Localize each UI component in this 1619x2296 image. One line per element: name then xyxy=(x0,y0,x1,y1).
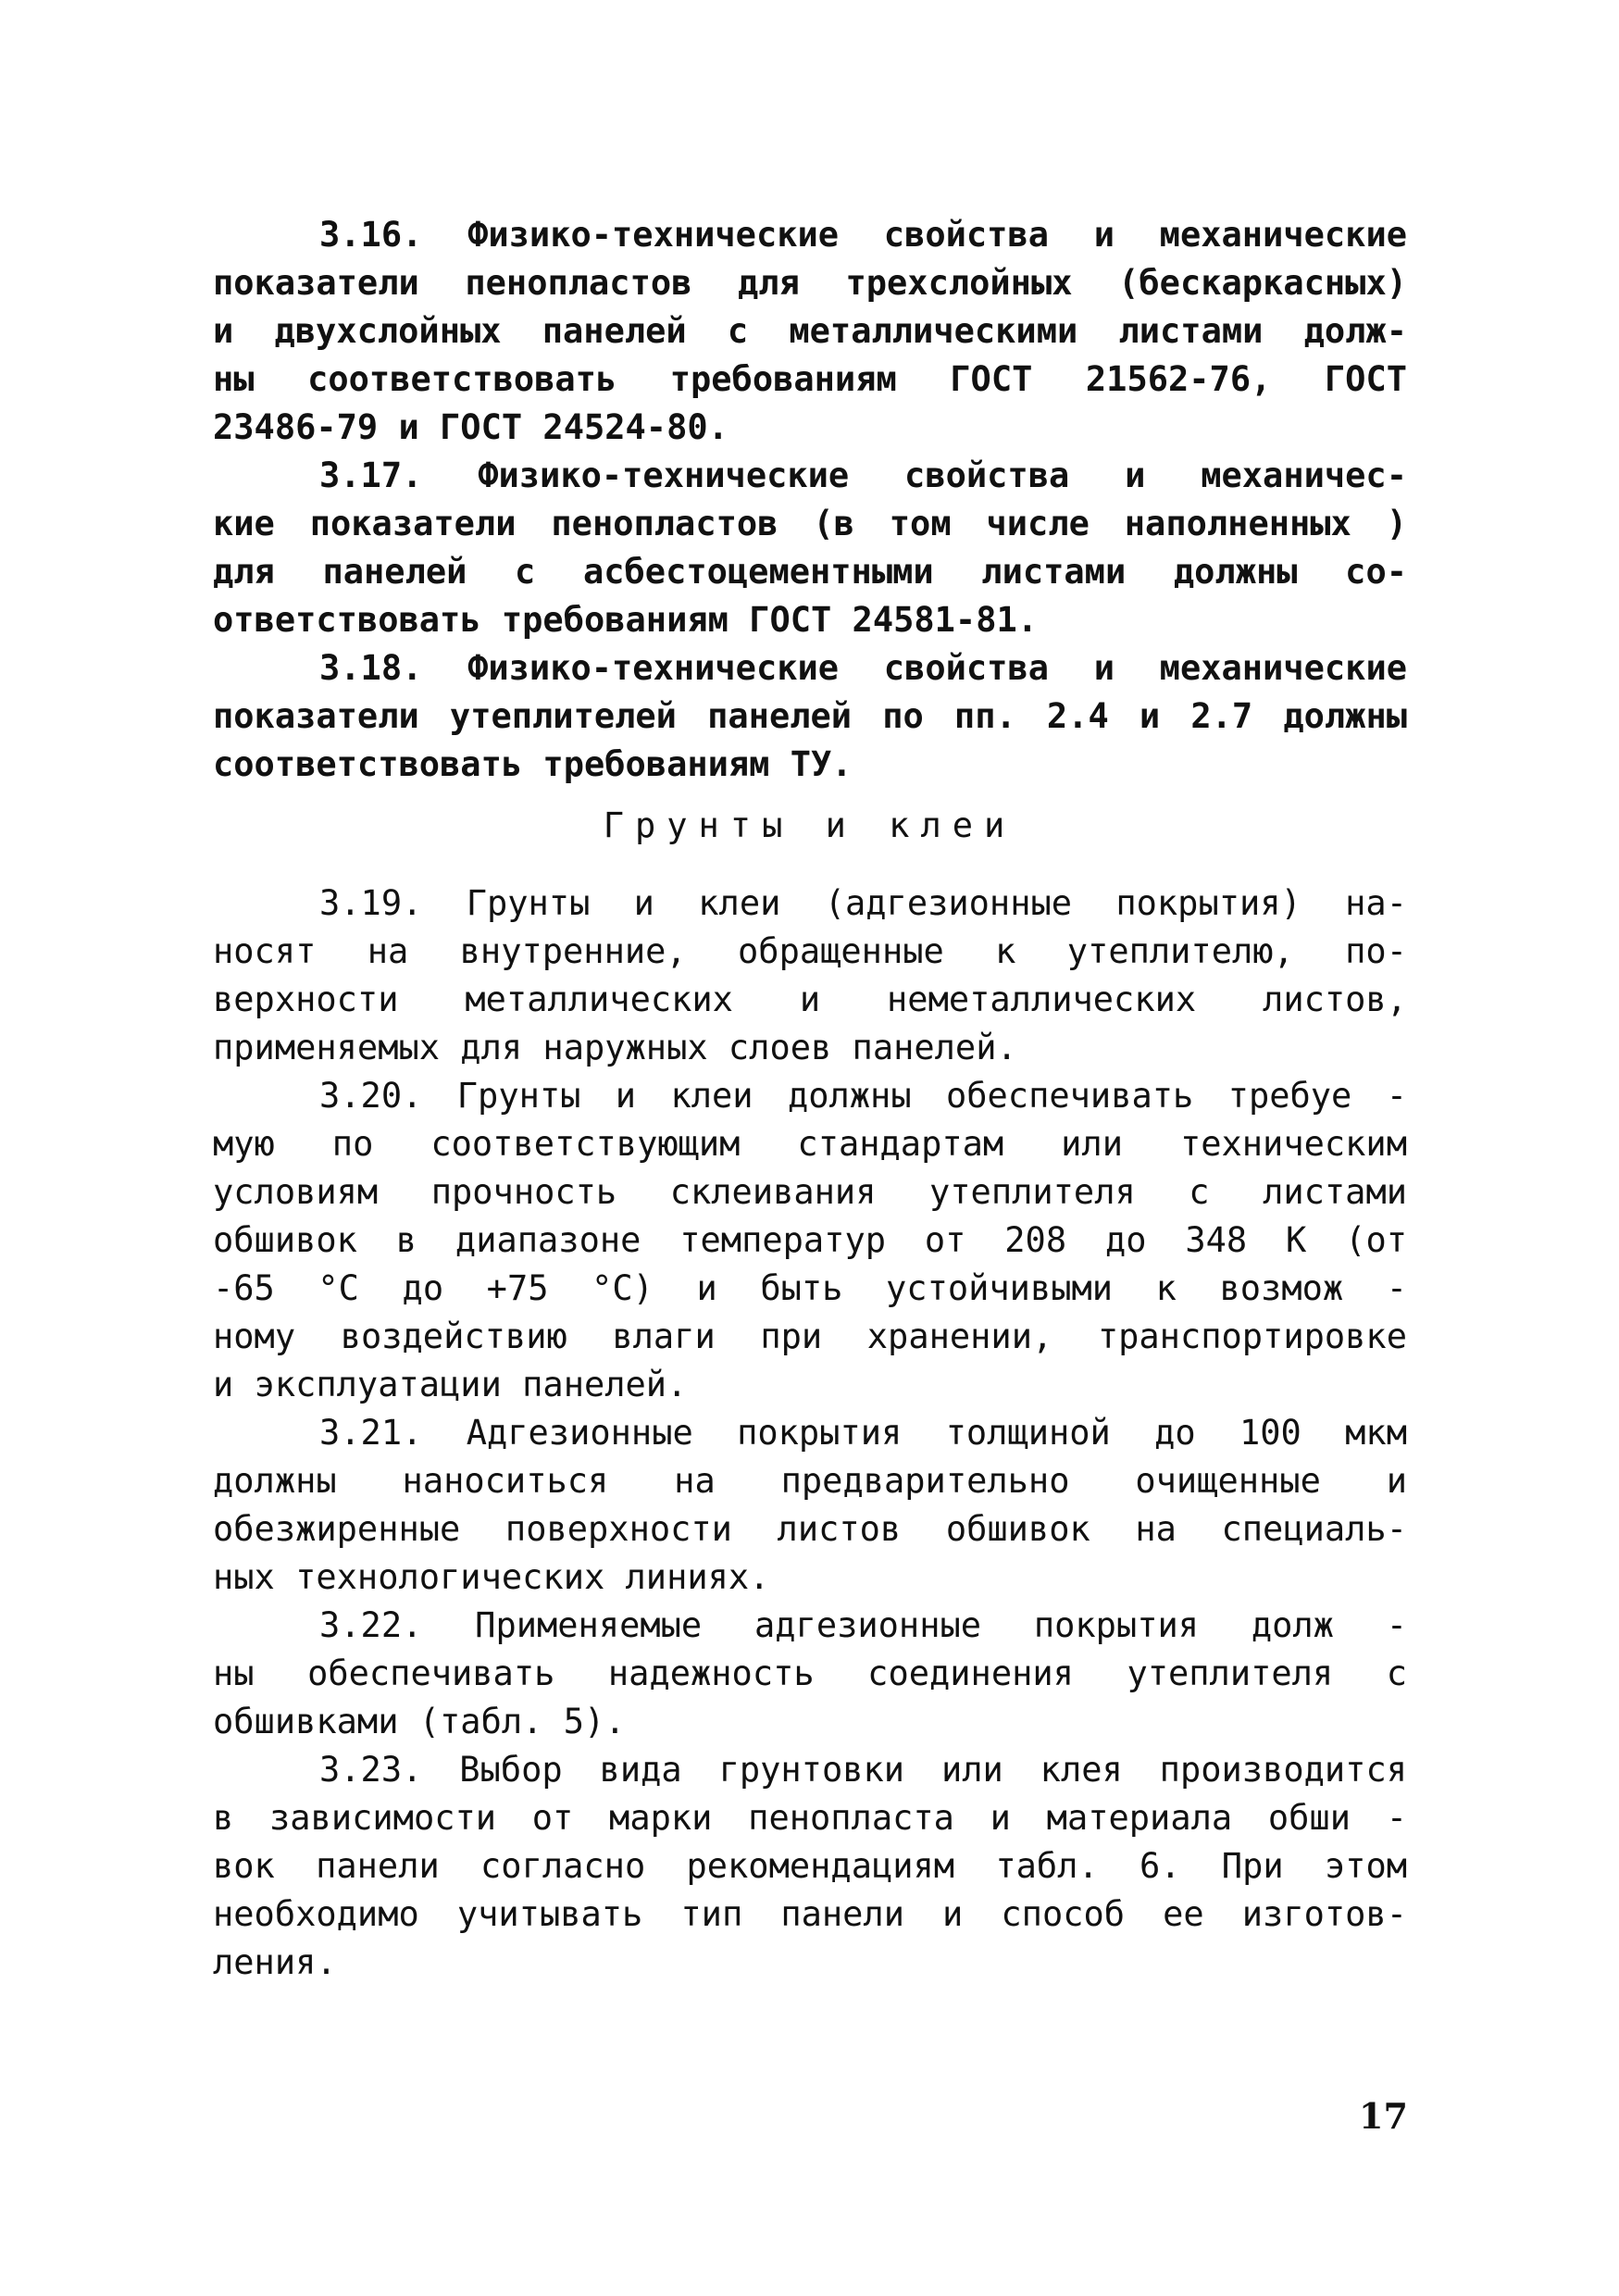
para-3-23-line-1: 3.23. Выбор вида грунтовки или клея производится xyxy=(319,1750,1407,1790)
para-3-19-line-4: применяемых для наружных слоев панелей. xyxy=(213,1028,1017,1067)
para-3-20-line-1: 3.20. Грунты и клеи должны обеспечивать требуе - xyxy=(319,1076,1407,1116)
para-3-16-line-3: и двухслойных панелей с металлическими листами долж- xyxy=(213,311,1407,351)
page-number: 17 xyxy=(1359,2095,1408,2137)
para-3-18-line-1: 3.18. Физико-технические свойства и механические xyxy=(319,648,1407,688)
para-3-17-line-3: для панелей с асбестоцементными листами должны со- xyxy=(213,552,1407,592)
para-3-19-line-3: верхности металлических и неметаллических листов, xyxy=(213,980,1407,1019)
para-3-17-line-1: 3.17. Физико-технические свойства и механичес- xyxy=(319,455,1407,495)
para-3-22-line-3: обшивками (табл. 5). xyxy=(213,1702,626,1741)
para-3-23-line-2: в зависимости от марки пенопласта и материала обши - xyxy=(213,1798,1407,1838)
para-3-16-line-2: показатели пенопластов для трехслойных (бескаркасных) xyxy=(213,263,1407,303)
para-3-19-line-1: 3.19. Грунты и клеи (адгезионные покрытия) на- xyxy=(319,883,1407,923)
para-3-23-line-4: необходимо учитывать тип панели и способ ее изготов- xyxy=(213,1894,1407,1934)
para-3-16-line-1: 3.16. Физико-технические свойства и механические xyxy=(319,215,1407,255)
para-3-20-line-6: ному воздействию влаги при хранении, транспортировке xyxy=(213,1316,1407,1356)
para-3-17-line-2: кие показатели пенопластов (в том числе наполненных ) xyxy=(213,504,1407,543)
para-3-19-line-2: носят на внутренние, обращенные к утеплителю, по- xyxy=(213,931,1407,971)
para-3-18-line-2: показатели утеплителей панелей по пп. 2.4 и 2.7 должны xyxy=(213,696,1407,736)
para-3-16-line-4: ны соответствовать требованиям ГОСТ 21562-76, ГОСТ xyxy=(213,359,1407,399)
para-3-17-line-4: ответствовать требованиям ГОСТ 24581-81. xyxy=(213,600,1039,640)
para-3-23-line-5: ления. xyxy=(213,1942,337,1982)
section-heading: Грунты и клеи xyxy=(603,805,1016,845)
para-3-22-line-2: ны обеспечивать надежность соединения утеплителя с xyxy=(213,1653,1407,1693)
para-3-21-line-3: обезжиренные поверхности листов обшивок на специаль- xyxy=(213,1509,1407,1549)
para-3-16-line-5: 23486-79 и ГОСТ 24524-80. xyxy=(213,407,729,447)
para-3-22-line-1: 3.22. Применяемые адгезионные покрытия долж - xyxy=(319,1605,1407,1645)
para-3-20-line-3: условиям прочность склеивания утеплителя с листами xyxy=(213,1172,1407,1212)
para-3-21-line-1: 3.21. Адгезионные покрытия толщиной до 100 мкм xyxy=(319,1413,1407,1453)
para-3-20-line-7: и эксплуатации панелей. xyxy=(213,1365,688,1404)
para-3-23-line-3: вок панели согласно рекомендациям табл. 6. При этом xyxy=(213,1846,1407,1886)
para-3-21-line-4: ных технологических линиях. xyxy=(213,1557,770,1597)
para-3-21-line-2: должны наноситься на предварительно очищенные и xyxy=(213,1461,1407,1501)
para-3-20-line-4: обшивок в диапазоне температур от 208 до 348 К (от xyxy=(213,1220,1407,1260)
para-3-20-line-5: -65 °С до +75 °С) и быть устойчивыми к возмож - xyxy=(213,1268,1407,1308)
para-3-20-line-2: мую по соответствующим стандартам или техническим xyxy=(213,1124,1407,1164)
para-3-18-line-3: соответствовать требованиям ТУ. xyxy=(213,744,853,784)
